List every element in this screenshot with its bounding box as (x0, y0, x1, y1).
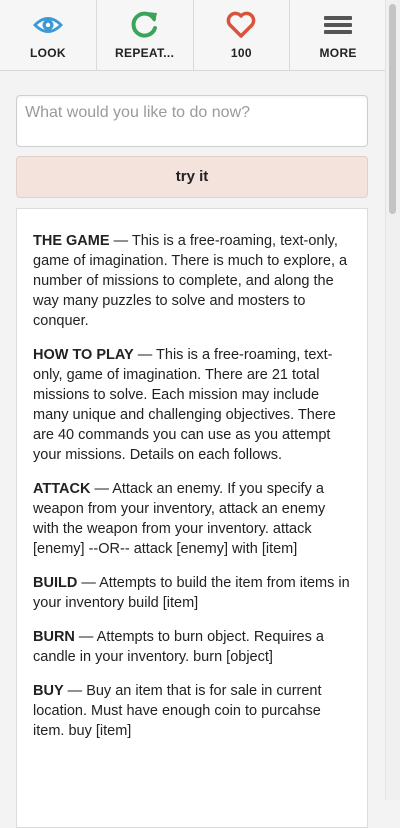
health-button[interactable] (194, 0, 291, 70)
help-entry-separator: — (113, 233, 129, 249)
try-it-button[interactable]: try it (16, 156, 368, 198)
help-entry-text: This is a free-roaming, text-only, game of imagination. There are 21 total missions to solve. Each mission may include many unique and challenging objectives. There are 40 commands you can use as you attempt your missions. Details on each follows. (33, 347, 336, 463)
help-entry-separator: — (78, 629, 94, 645)
help-entry-text: Attempts to burn object. Requires a candle in your inventory. burn [object] (33, 629, 324, 665)
help-entry (33, 681, 351, 741)
eye-icon (31, 10, 65, 40)
look-button[interactable] (0, 0, 97, 70)
help-entry-text: This is a free-roaming, text-only, game of imagination. There is much to explore, a number of missions to complete, and along the way many puzzles to solve and mosters to conquer. (33, 233, 348, 329)
help-entry-separator: — (137, 347, 153, 363)
scrollbar-thumb[interactable] (389, 4, 396, 214)
repeat-button[interactable] (97, 0, 194, 70)
help-entry-name: ATTACK (33, 481, 91, 497)
help-entry-separator: — (94, 481, 109, 497)
help-entry-text: Buy an item that is for sale in current location. Must have enough coin to purcahse item. buy [item] (33, 683, 322, 739)
more-button[interactable] (290, 0, 386, 70)
help-entry-separator: — (81, 575, 96, 591)
toolbar (0, 0, 386, 71)
help-entry-text: Attempts to build the item from items in your inventory build [item] (33, 575, 350, 611)
help-entry-name: BURN (33, 629, 75, 645)
repeat-label: REPEAT... (115, 46, 175, 60)
help-entry-name: BUY (33, 683, 64, 699)
command-input[interactable] (16, 95, 368, 147)
help-entry (33, 627, 351, 667)
health-label: 100 (230, 46, 252, 60)
help-panel (16, 208, 368, 828)
help-entry-separator: — (67, 683, 83, 699)
help-entry (33, 345, 351, 465)
help-entry-name: HOW TO PLAY (33, 347, 134, 363)
help-entry (33, 231, 351, 331)
heart-icon (224, 10, 258, 40)
help-entry-name: BUILD (33, 575, 78, 591)
menu-icon (321, 10, 355, 40)
help-entry-name: THE GAME (33, 233, 110, 249)
help-entry (33, 479, 351, 559)
repeat-icon (128, 10, 162, 40)
help-entry-text: Attack an enemy. If you specify a weapon from your inventory, attack an enemy with the weapon from your inventory. attack [enemy] --OR-- attack [enemy] with [item] (33, 481, 326, 557)
page-scrollbar[interactable] (385, 0, 400, 800)
look-label: LOOK (29, 46, 66, 60)
help-entry (33, 573, 351, 613)
more-label: MORE (319, 46, 357, 60)
